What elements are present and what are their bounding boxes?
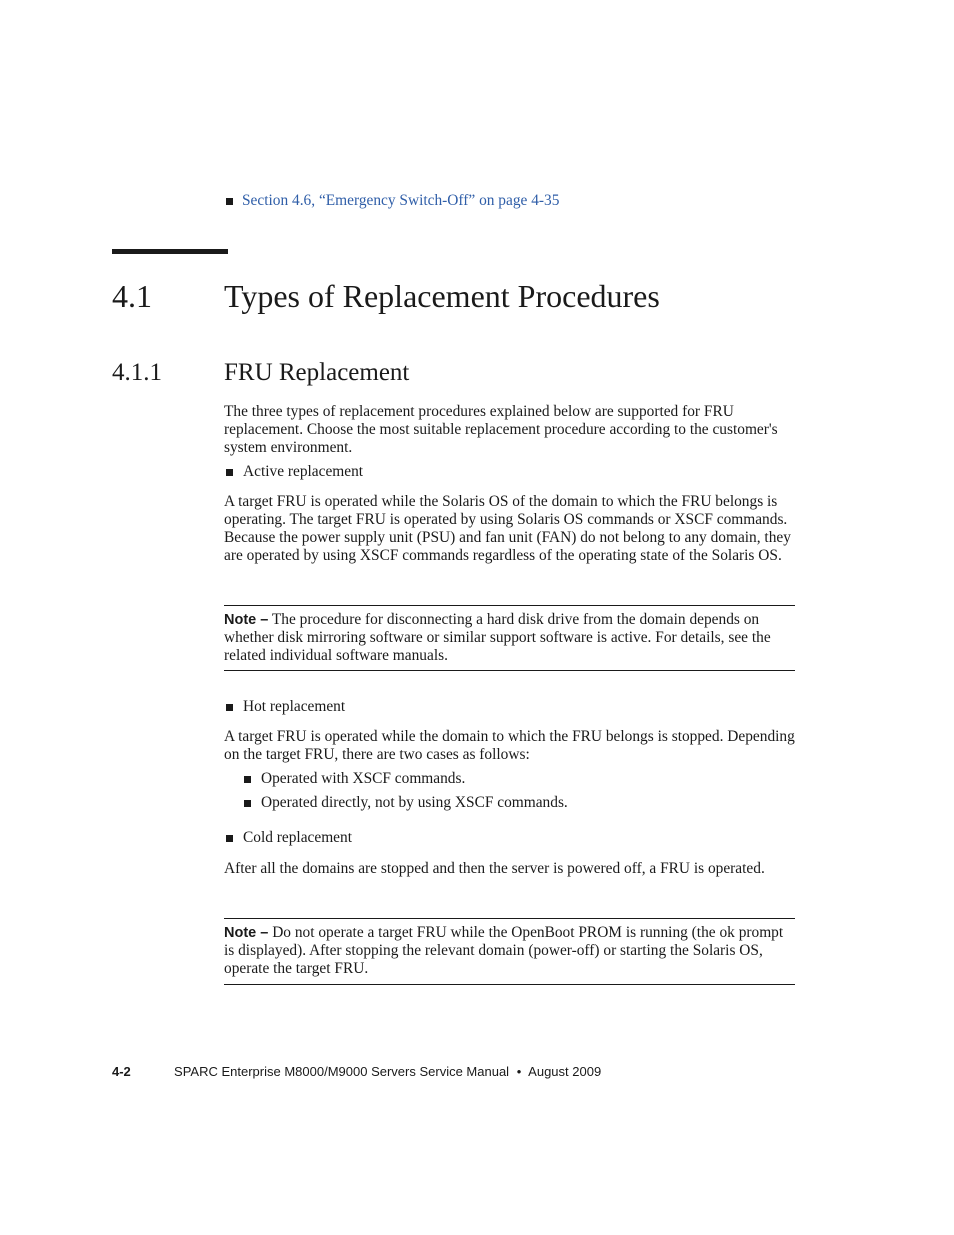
note-block	[224, 924, 795, 978]
footer-title: SPARC Enterprise M8000/M9000 Servers Service Manual	[174, 1064, 510, 1079]
note-bottom-rule	[224, 984, 795, 985]
bullet-icon	[244, 800, 251, 807]
section-number: 4.1	[112, 278, 152, 314]
hot-case-item: Operated directly, not by using XSCF commands.	[261, 794, 568, 811]
note-top-rule	[224, 605, 795, 606]
bullet-icon	[226, 198, 233, 205]
heading-rule	[112, 249, 228, 254]
footer-separator: •	[516, 1064, 522, 1079]
footer-date: August 2009	[528, 1064, 602, 1079]
section-title: Types of Replacement Procedures	[224, 278, 660, 314]
active-replacement-paragraph: A target FRU is operated while the Solaris OS of the domain to which the FRU belongs is operating. The target FRU is operated by using Solaris OS commands or XSCF commands. Because the power supply unit (PSU) and fan unit (FAN) do not belong to any domain, they are operated by using XSCF commands regardless of the operating state of the Solaris OS.	[224, 493, 791, 564]
note-block	[224, 611, 795, 665]
bullet-icon	[226, 704, 233, 711]
note-top-rule	[224, 918, 795, 919]
hot-case-item: Operated with XSCF commands.	[261, 770, 466, 787]
footer-page-number: 4-2	[112, 1064, 131, 1079]
bullet-icon	[226, 835, 233, 842]
hot-replacement-paragraph: A target FRU is operated while the domain to which the FRU belongs is stopped. Depending on the target FRU, there are two cases as follows:	[224, 728, 795, 763]
subsection-number: 4.1.1	[112, 359, 162, 386]
note-text: The procedure for disconnecting a hard disk drive from the domain depends on whether disk mirroring software or similar support software is active. For details, see the related individual software manuals.	[224, 611, 771, 664]
subsection-title: FRU Replacement	[224, 359, 410, 386]
note-label: Note –	[224, 612, 269, 628]
intro-paragraph: The three types of replacement procedures explained below are supported for FRU replacement. Choose the most suitable replacement procedure according to the customer's system environment.	[224, 403, 778, 456]
toc-link-emergency-switch-off[interactable]: Section 4.6, “Emergency Switch-Off” on page 4-35	[242, 192, 560, 209]
note-text: Do not operate a target FRU while the OpenBoot PROM is running (the ok prompt is displayed). After stopping the relevant domain (power-off) or starting the Solaris OS, operate the target FRU.	[224, 924, 784, 977]
bullet-icon	[244, 776, 251, 783]
active-replacement-label: Active replacement	[243, 463, 364, 480]
cold-replacement-paragraph: After all the domains are stopped and then the server is powered off, a FRU is operated.	[224, 860, 765, 877]
page-footer	[112, 1064, 812, 1080]
note-label: Note –	[224, 925, 269, 941]
cold-replacement-label: Cold replacement	[243, 829, 352, 846]
hot-replacement-label: Hot replacement	[243, 698, 346, 715]
bullet-icon	[226, 469, 233, 476]
note-bottom-rule	[224, 670, 795, 671]
